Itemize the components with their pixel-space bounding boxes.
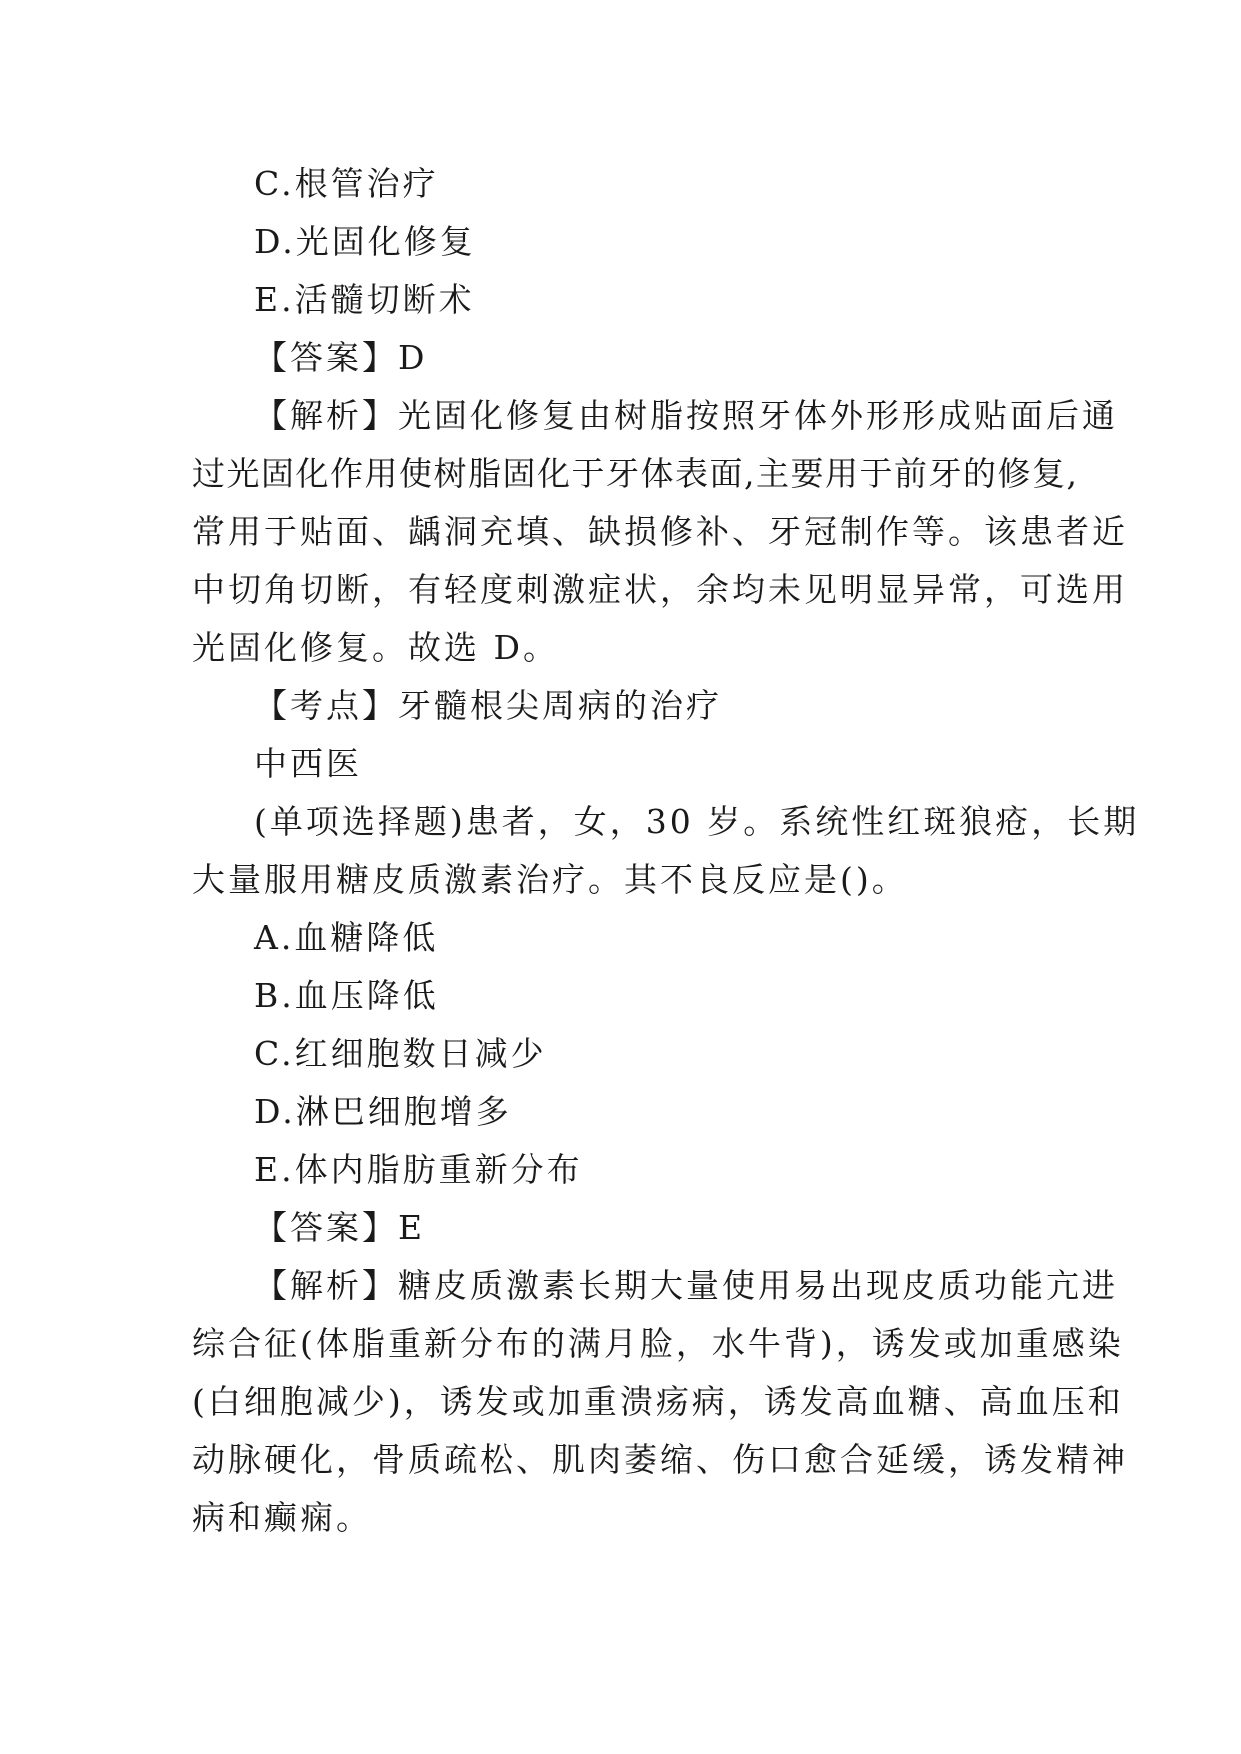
section-heading: 中西医 xyxy=(254,744,362,783)
analysis-line: 病和癫痫。 xyxy=(192,1498,372,1537)
option-c: C.红细胞数日减少 xyxy=(254,1034,547,1073)
option-e: E.活髓切断术 xyxy=(254,280,475,319)
analysis-line: 动脉硬化，骨质疏松、肌肉萎缩、伤口愈合延缓，诱发精神 xyxy=(192,1440,1128,1479)
question-stem-line: (单项选择题)患者，女，30 岁。系统性红斑狼疮，长期 xyxy=(254,802,1140,841)
analysis-line: (白细胞减少)，诱发或加重溃疡病，诱发高血糖、高血压和 xyxy=(192,1382,1124,1421)
option-d: D.光固化修复 xyxy=(254,222,476,261)
analysis-line: 光固化修复。故选 D。 xyxy=(192,628,559,667)
option-c: C.根管治疗 xyxy=(254,164,439,203)
option-a: A.血糖降低 xyxy=(254,918,439,957)
topic-line: 【考点】牙髓根尖周病的治疗 xyxy=(254,686,722,725)
answer-line: 【答案】E xyxy=(254,1208,426,1247)
analysis-line: 常用于贴面、龋洞充填、缺损修补、牙冠制作等。该患者近 xyxy=(192,512,1128,551)
option-e: E.体内脂肪重新分布 xyxy=(254,1150,583,1189)
analysis-line: 【解析】糖皮质激素长期大量使用易出现皮质功能亢进 xyxy=(254,1266,1118,1305)
analysis-line: 中切角切断，有轻度刺激症状，余均未见明显异常，可选用 xyxy=(192,570,1128,609)
analysis-line: 过光固化作用使树脂固化于牙体表面,主要用于前牙的修复, xyxy=(192,454,1079,493)
question-stem-line: 大量服用糖皮质激素治疗。其不良反应是()。 xyxy=(192,860,908,899)
option-d: D.淋巴细胞增多 xyxy=(254,1092,512,1131)
answer-line: 【答案】D xyxy=(254,338,428,377)
analysis-line: 【解析】光固化修复由树脂按照牙体外形形成贴面后通 xyxy=(254,396,1118,435)
option-b: B.血压降低 xyxy=(254,976,439,1015)
analysis-line: 综合征(体脂重新分布的满月脸，水牛背)，诱发或加重感染 xyxy=(192,1324,1124,1363)
